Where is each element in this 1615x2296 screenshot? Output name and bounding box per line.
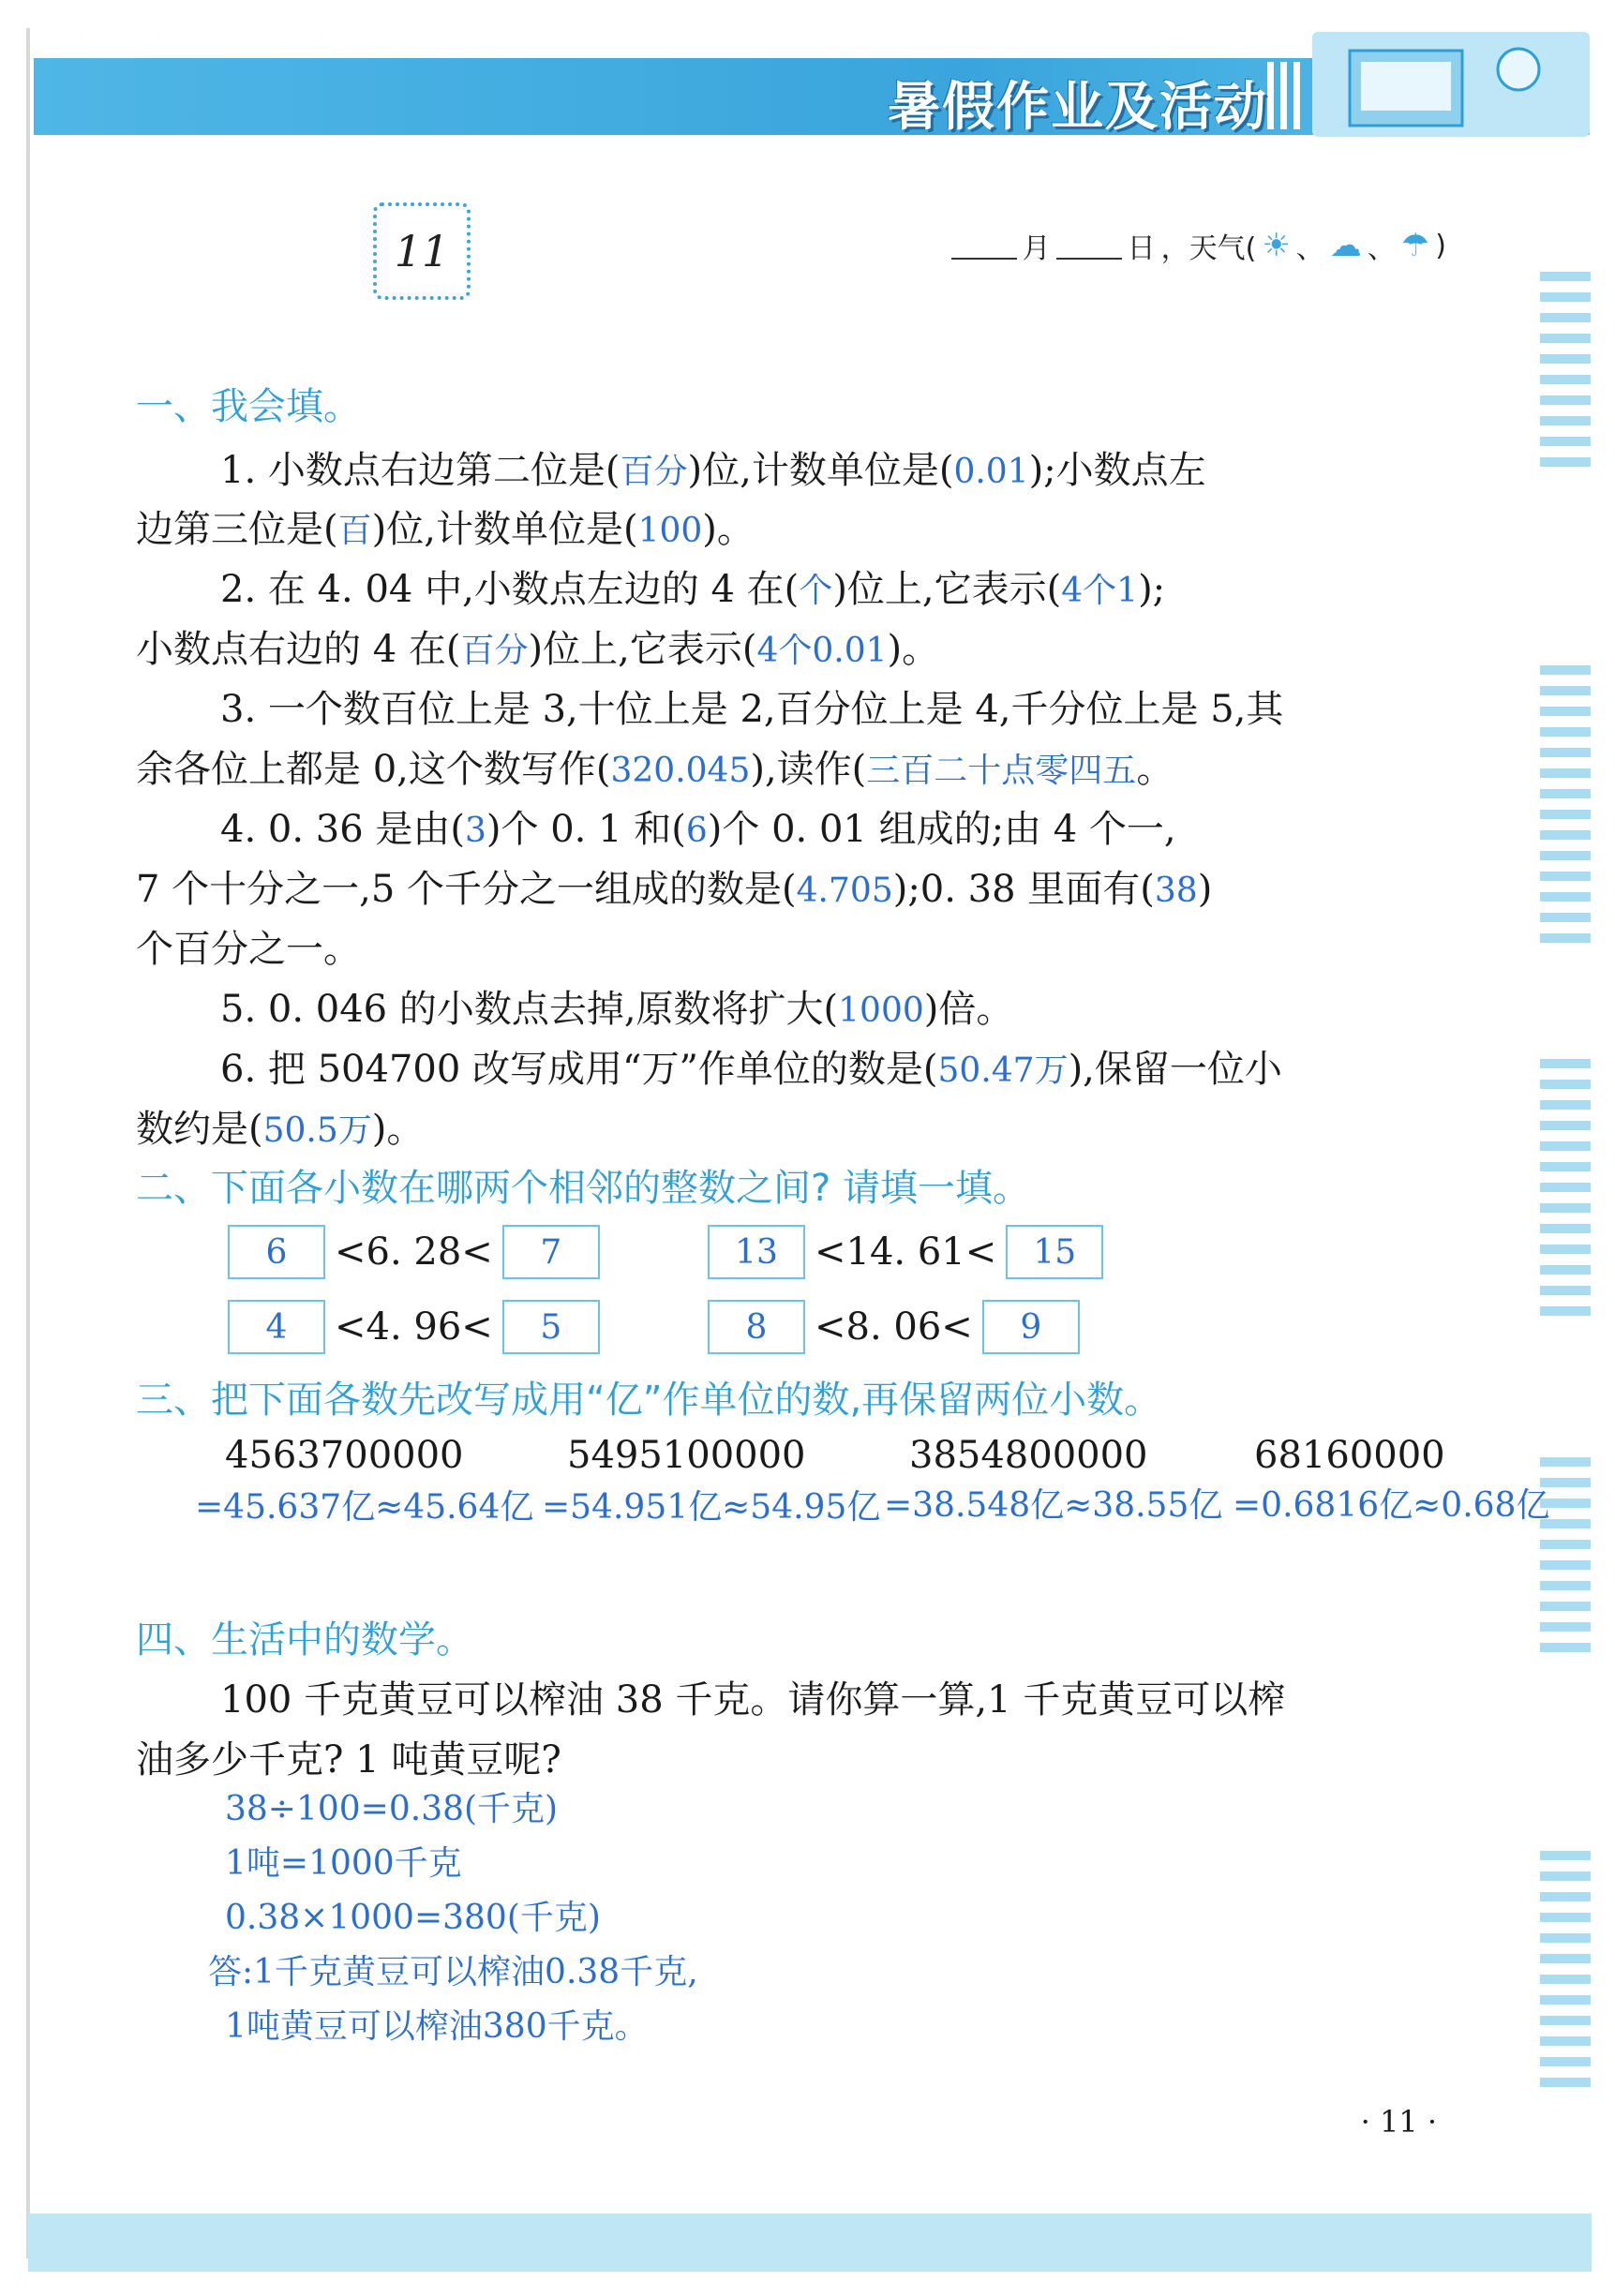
text: )倍。 <box>923 988 1014 1031</box>
inequality-text: <6. 28< <box>335 1230 493 1274</box>
separator: 、 <box>1367 232 1396 265</box>
section-3-heading: 三、把下面各数先改写成用“亿”作单位的数,再保留两位小数。 <box>136 1379 1162 1422</box>
question-4-line-3: 个百分之一。 <box>136 928 361 971</box>
weather-close: ) <box>1435 229 1446 262</box>
page-number: · 11 · <box>1360 2104 1437 2139</box>
conversion-answer[interactable]: =0.6816亿≈0.68亿 <box>1233 1486 1550 1525</box>
work-line[interactable]: 答:1千克黄豆可以榨油0.38千克, <box>208 1953 698 1991</box>
sunny-icon[interactable]: ☀ <box>1262 227 1291 264</box>
text: )。 <box>702 508 755 551</box>
text: )位,计数单位是( <box>687 449 954 492</box>
big-number: 5495100000 <box>567 1434 806 1477</box>
month-blank[interactable] <box>951 231 1017 260</box>
cloudy-icon[interactable]: ☁ <box>1329 227 1362 264</box>
lesson-number: 11 <box>373 202 471 300</box>
month-label: 月 <box>1022 232 1051 265</box>
text: );0. 38 里面有( <box>892 868 1155 911</box>
text: );小数点左 <box>1028 449 1206 492</box>
inequality-text: <14. 61< <box>815 1230 997 1274</box>
conversion-answer[interactable]: =45.637亿≈45.64亿 <box>195 1488 534 1527</box>
big-number: 3854800000 <box>909 1434 1148 1477</box>
text: 数约是( <box>136 1108 263 1151</box>
header-stripe <box>1267 62 1274 129</box>
day-label: 日 <box>1127 232 1156 265</box>
text: )位上,它表示( <box>528 628 757 671</box>
upper-bound-box[interactable]: 15 <box>1006 1225 1103 1279</box>
text: ) <box>1197 868 1213 911</box>
question-1-line-2 <box>136 499 755 553</box>
text: 1. 小数点右边第二位是( <box>220 449 621 492</box>
text: 7 个十分之一,5 个千分之一组成的数是( <box>136 868 797 911</box>
answer[interactable]: 320.045 <box>610 752 751 790</box>
footer-bar <box>28 2214 1592 2272</box>
section-4-heading: 四、生活中的数学。 <box>136 1618 473 1662</box>
header-stripe <box>1293 62 1300 129</box>
side-tab-decoration <box>1540 272 1591 478</box>
lower-bound-box[interactable]: 6 <box>228 1225 325 1279</box>
text: 余各位上都是 0,这个数写作( <box>136 748 611 791</box>
inequality-row <box>228 1225 600 1279</box>
header-title: 暑假作业及活动 <box>888 77 1268 138</box>
lower-bound-box[interactable]: 13 <box>708 1225 805 1279</box>
question-4-line-2 <box>136 859 1212 913</box>
text: )。 <box>371 1108 425 1151</box>
answer[interactable]: 50.47万 <box>937 1051 1069 1090</box>
text: )个 0. 01 组成的;由 4 个一, <box>707 808 1176 851</box>
answer[interactable]: 三百二十点零四五 <box>866 752 1137 790</box>
side-tab-decoration <box>1540 665 1591 954</box>
text: 。 <box>1136 748 1174 791</box>
answer[interactable]: 4个1 <box>1061 572 1139 610</box>
answer[interactable]: 6 <box>685 812 708 850</box>
answer[interactable]: 4.705 <box>796 872 893 910</box>
lower-bound-box[interactable]: 4 <box>228 1300 325 1354</box>
answer[interactable]: 百分 <box>460 632 529 670</box>
section-1-heading: 一、我会填。 <box>136 385 361 428</box>
answer[interactable]: 50.5万 <box>262 1111 372 1150</box>
header-stripe <box>1280 62 1287 129</box>
weather-label: ，天气( <box>1160 232 1257 265</box>
upper-bound-box[interactable]: 7 <box>502 1225 600 1279</box>
big-number: 4563700000 <box>225 1434 464 1477</box>
text: ); <box>1138 568 1166 611</box>
inequality-text: <4. 96< <box>335 1305 493 1349</box>
text: )。 <box>887 628 940 671</box>
question-2-line-2 <box>136 619 939 673</box>
answer[interactable]: 3 <box>464 812 486 850</box>
answer[interactable]: 100 <box>637 512 703 550</box>
side-tab-decoration <box>1540 1851 1591 2098</box>
separator: 、 <box>1295 232 1324 265</box>
upper-bound-box[interactable]: 5 <box>502 1300 600 1354</box>
section-2-heading: 二、下面各小数在哪两个相邻的整数之间? 请填一填。 <box>136 1167 1030 1210</box>
answer[interactable]: 1000 <box>838 991 924 1030</box>
answer[interactable]: 百分 <box>620 453 688 491</box>
computer-illustration-icon <box>1312 32 1590 137</box>
question-1-line-1 <box>220 440 1206 494</box>
answer[interactable]: 38 <box>1154 872 1198 910</box>
lower-bound-box[interactable]: 8 <box>708 1300 805 1354</box>
text: 5. 0. 046 的小数点去掉,原数将扩大( <box>220 988 839 1031</box>
header-illustration <box>1312 32 1590 137</box>
big-number: 68160000 <box>1254 1434 1445 1477</box>
text: ),保留一位小 <box>1068 1048 1282 1091</box>
word-problem-line-1: 100 千克黄豆可以榨油 38 千克。请你算一算,1 千克黄豆可以榨 <box>220 1678 1286 1722</box>
inequality-text: <8. 06< <box>815 1305 973 1349</box>
work-line[interactable]: 38÷100=0.38(千克) <box>225 1790 559 1828</box>
answer[interactable]: 4个0.01 <box>756 632 888 670</box>
date-weather-line <box>951 225 1446 266</box>
inequality-row <box>708 1225 1103 1279</box>
rainy-icon[interactable]: ☂ <box>1400 227 1430 264</box>
text: ),读作( <box>750 748 867 791</box>
conversion-answer[interactable]: =54.951亿≈54.95亿 <box>542 1488 881 1527</box>
word-problem-line-2: 油多少千克? 1 吨黄豆呢? <box>136 1738 561 1782</box>
question-6-line-2 <box>136 1099 424 1153</box>
answer[interactable]: 个 <box>799 572 833 610</box>
text: )位,计数单位是( <box>371 508 638 551</box>
side-tab-decoration <box>1540 1059 1591 1327</box>
question-2-line-1 <box>220 559 1165 613</box>
work-line[interactable]: 0.38×1000=380(千克) <box>225 1899 601 1937</box>
answer[interactable]: 百 <box>337 512 372 550</box>
question-6-line-1 <box>220 1039 1282 1093</box>
text: )位上,它表示( <box>832 568 1062 611</box>
work-line[interactable]: 1吨=1000千克 <box>225 1844 462 1883</box>
day-blank[interactable] <box>1056 231 1122 260</box>
question-3-line-1: 3. 一个数百位上是 3,十位上是 2,百分位上是 4,千分位上是 5,其 <box>220 688 1284 731</box>
inequality-row <box>708 1300 1080 1354</box>
work-line[interactable]: 1吨黄豆可以榨油380千克。 <box>225 2007 649 2046</box>
conversion-answer[interactable]: =38.548亿≈38.55亿 <box>884 1486 1223 1525</box>
question-5 <box>220 979 1013 1033</box>
text: 2. 在 4. 04 中,小数点左边的 4 在( <box>220 568 800 611</box>
question-3-line-2 <box>136 739 1174 793</box>
inequality-row <box>228 1300 600 1354</box>
text: 小数点右边的 4 在( <box>136 628 461 671</box>
text: 边第三位是( <box>136 508 338 551</box>
question-4-line-1 <box>220 799 1176 853</box>
page-edge <box>26 28 30 2259</box>
text: 4. 0. 36 是由( <box>220 808 465 851</box>
upper-bound-box[interactable]: 9 <box>982 1300 1080 1354</box>
answer[interactable]: 0.01 <box>953 453 1029 491</box>
text: )个 0. 1 和( <box>486 808 686 851</box>
text: 6. 把 504700 改写成用“万”作单位的数是( <box>220 1048 938 1091</box>
